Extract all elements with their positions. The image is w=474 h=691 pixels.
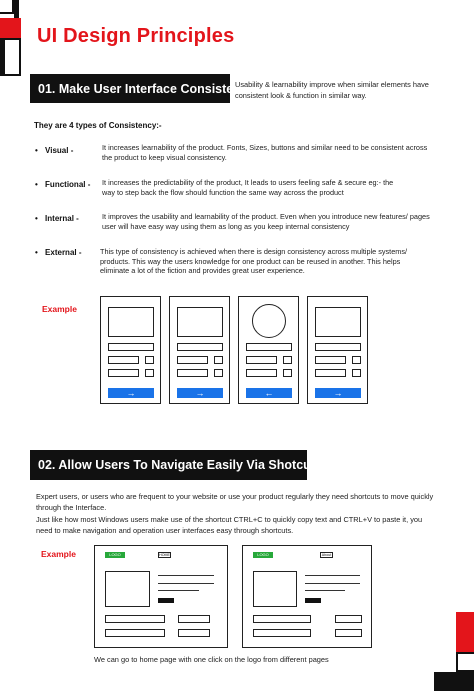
checkbox-icon (352, 369, 361, 377)
bullet: • (35, 248, 38, 257)
input-line (108, 356, 139, 364)
text-line (158, 575, 214, 576)
bottom-black-bar (434, 672, 456, 691)
bullet: • (35, 214, 38, 223)
web-page-wireframe (94, 545, 228, 648)
form-field (335, 629, 362, 637)
hero-image-placeholder (315, 307, 361, 337)
section1-heading: 01. Make User Interface Consistent: (30, 74, 230, 103)
section2-heading: 02. Allow Users To Navigate Easily Via Shotcut: (30, 450, 307, 480)
section2-paragraph-2: Just like how most Windows users make use of the shortcut CTRL+C to quickly copy text and CTRL+V to paste it, you need to make navigation and operation user interfaces easy through shortcuts. (36, 515, 423, 535)
bullet: • (35, 146, 38, 155)
form-field (178, 629, 210, 637)
bottom-red-block (456, 612, 474, 652)
nav-link-about: About (321, 553, 332, 557)
section1-description: Usability & learnability improve when similar elements have consistent look & function in similar way. (235, 80, 429, 100)
type-functional-text: It increases the predictability of the product, It leads to users feeling safe & secure eg:- the way to step back the flow should function the same way across the product (102, 178, 394, 197)
checkbox-icon (145, 356, 154, 364)
phone-wireframe (169, 296, 230, 404)
logo-badge: LOGO (253, 552, 273, 558)
corner-outline-rect (3, 38, 21, 76)
image-placeholder (105, 571, 150, 607)
example2-label: Example (41, 549, 76, 559)
input-line (246, 356, 277, 364)
nav-link-home: HOME (159, 553, 170, 557)
web-page-wireframe (242, 545, 372, 648)
type-functional-label (35, 180, 90, 189)
checkbox-icon (145, 369, 154, 377)
type-internal-label (35, 214, 79, 223)
phone-wireframe (238, 296, 299, 404)
next-button: → (315, 388, 361, 398)
next-button: → (108, 388, 154, 398)
type-label: Functional - (45, 180, 91, 189)
type-label: Visual - (45, 146, 74, 155)
logo-badge: LOGO (105, 552, 125, 558)
type-external-label (35, 248, 82, 257)
avatar-circle-placeholder (252, 304, 286, 338)
checkbox-icon (352, 356, 361, 364)
input-line (177, 343, 223, 351)
bottom-black-block (456, 672, 474, 691)
example-label: Example (42, 304, 77, 314)
input-line (108, 369, 139, 377)
checkbox-icon (214, 369, 223, 377)
next-button: → (177, 388, 223, 398)
type-label: External - (45, 248, 82, 257)
checkbox-icon (283, 369, 292, 377)
page-title: UI Design Principles (37, 25, 235, 47)
form-field (253, 629, 311, 637)
corner-outline-square (0, 0, 14, 14)
hero-image-placeholder (177, 307, 223, 337)
phone-wireframe (307, 296, 368, 404)
input-line (177, 356, 208, 364)
checkbox-icon (214, 356, 223, 364)
text-line (305, 575, 360, 576)
phone-wireframe (100, 296, 161, 404)
image-placeholder (253, 571, 297, 607)
type-internal-text: It improves the usability and learnability of the product. Even when you introduce new features/ pages user will have easy way using them as long as you keep internal consistency (102, 212, 430, 231)
bottom-outline-rect (456, 652, 474, 672)
back-button: ← (246, 388, 292, 398)
input-line (246, 343, 292, 351)
type-visual-label (35, 146, 73, 155)
type-external-text: This type of consistency is achieved when there is design consistency across multiple systems/ products. This way the users knowledge for one product can be reused in another. This helps eliminate a lot of the fiction and provides great user experience. (100, 247, 408, 275)
action-button (305, 598, 321, 603)
input-line (108, 343, 154, 351)
form-field (105, 615, 165, 623)
text-line (305, 590, 345, 591)
corner-black-bar (14, 0, 19, 18)
input-line (246, 369, 277, 377)
text-line (158, 590, 199, 591)
input-line (315, 356, 346, 364)
hero-image-placeholder (108, 307, 154, 337)
form-field (335, 615, 362, 623)
text-line (305, 583, 360, 584)
type-visual-text: It increases learnability of the product. Fonts, Sizes, buttons and similar need to be consistent across the product to keep visual consistency. (102, 143, 428, 162)
input-line (177, 369, 208, 377)
types-heading: They are 4 types of Consistency:- (34, 121, 162, 130)
text-line (158, 583, 214, 584)
section2-paragraph-1: Expert users, or users who are frequent to your website or use your product regularly they need shortcuts to move quickly through the Interface. (36, 492, 434, 512)
type-label: Internal - (45, 214, 79, 223)
corner-red-bar (0, 18, 21, 38)
form-field (253, 615, 311, 623)
action-button (158, 598, 174, 603)
bullet: • (35, 180, 38, 189)
example2-caption: We can go to home page with one click on the logo from different pages (94, 655, 329, 664)
input-line (315, 369, 346, 377)
checkbox-icon (283, 356, 292, 364)
form-field (178, 615, 210, 623)
form-field (105, 629, 165, 637)
input-line (315, 343, 361, 351)
